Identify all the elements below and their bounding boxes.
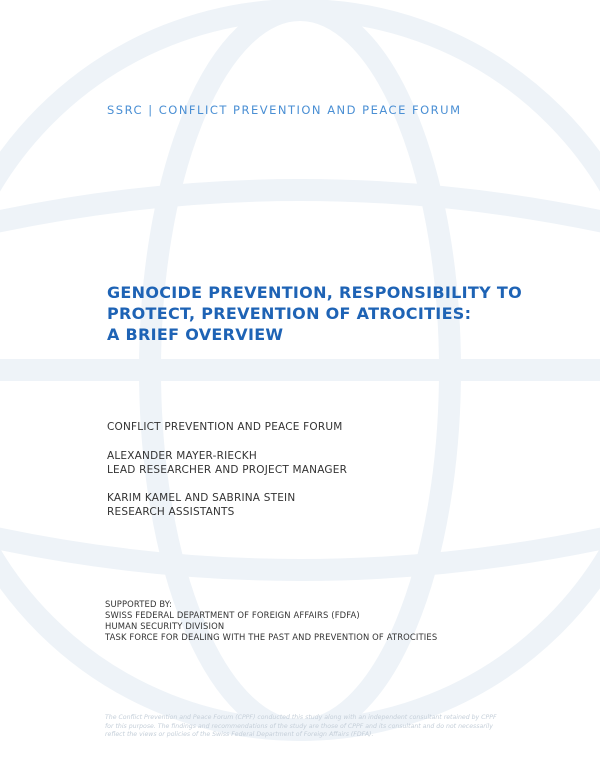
report-title-line: A BRIEF OVERVIEW xyxy=(107,325,284,344)
assistant-names: KARIM KAMEL AND SABRINA STEIN xyxy=(107,492,296,504)
report-title xyxy=(107,282,527,345)
organization-block xyxy=(107,420,507,434)
assistant-role: RESEARCH ASSISTANTS xyxy=(107,506,235,518)
report-title-line: GENOCIDE PREVENTION, RESPONSIBILITY TO xyxy=(107,283,522,302)
supporter-line: TASK FORCE FOR DEALING WITH THE PAST AND PREVENTION OF ATROCITIES xyxy=(105,632,438,642)
disclaimer-text: The Conflict Prevention and Peace Forum (CPPF) conducted this study along with an independent consultant retained by CPPF for this purpose. The findings and recommendations of the study are those of CPPF and its consultant and do not necessarily reflect the views or policies of the Swiss Federal Department of Foreign Affairs (FDFA). xyxy=(105,714,497,738)
organization-name: CONFLICT PREVENTION AND PEACE FORUM xyxy=(107,421,343,433)
supported-by-heading: SUPPORTED BY: xyxy=(105,599,172,609)
supporter-line: HUMAN SECURITY DIVISION xyxy=(105,621,225,631)
author-name: ALEXANDER MAYER-RIECKH xyxy=(107,450,257,462)
supporter-line: SWISS FEDERAL DEPARTMENT OF FOREIGN AFFAIRS (FDFA) xyxy=(105,610,360,620)
assistants-block xyxy=(107,491,507,519)
author-block xyxy=(107,449,507,477)
report-title-line: PROTECT, PREVENTION OF ATROCITIES: xyxy=(107,304,472,323)
author-role: LEAD RESEARCHER AND PROJECT MANAGER xyxy=(107,464,348,476)
supported-by-block xyxy=(105,599,525,643)
publisher-masthead: SSRC | CONFLICT PREVENTION AND PEACE FORUM xyxy=(107,103,462,117)
